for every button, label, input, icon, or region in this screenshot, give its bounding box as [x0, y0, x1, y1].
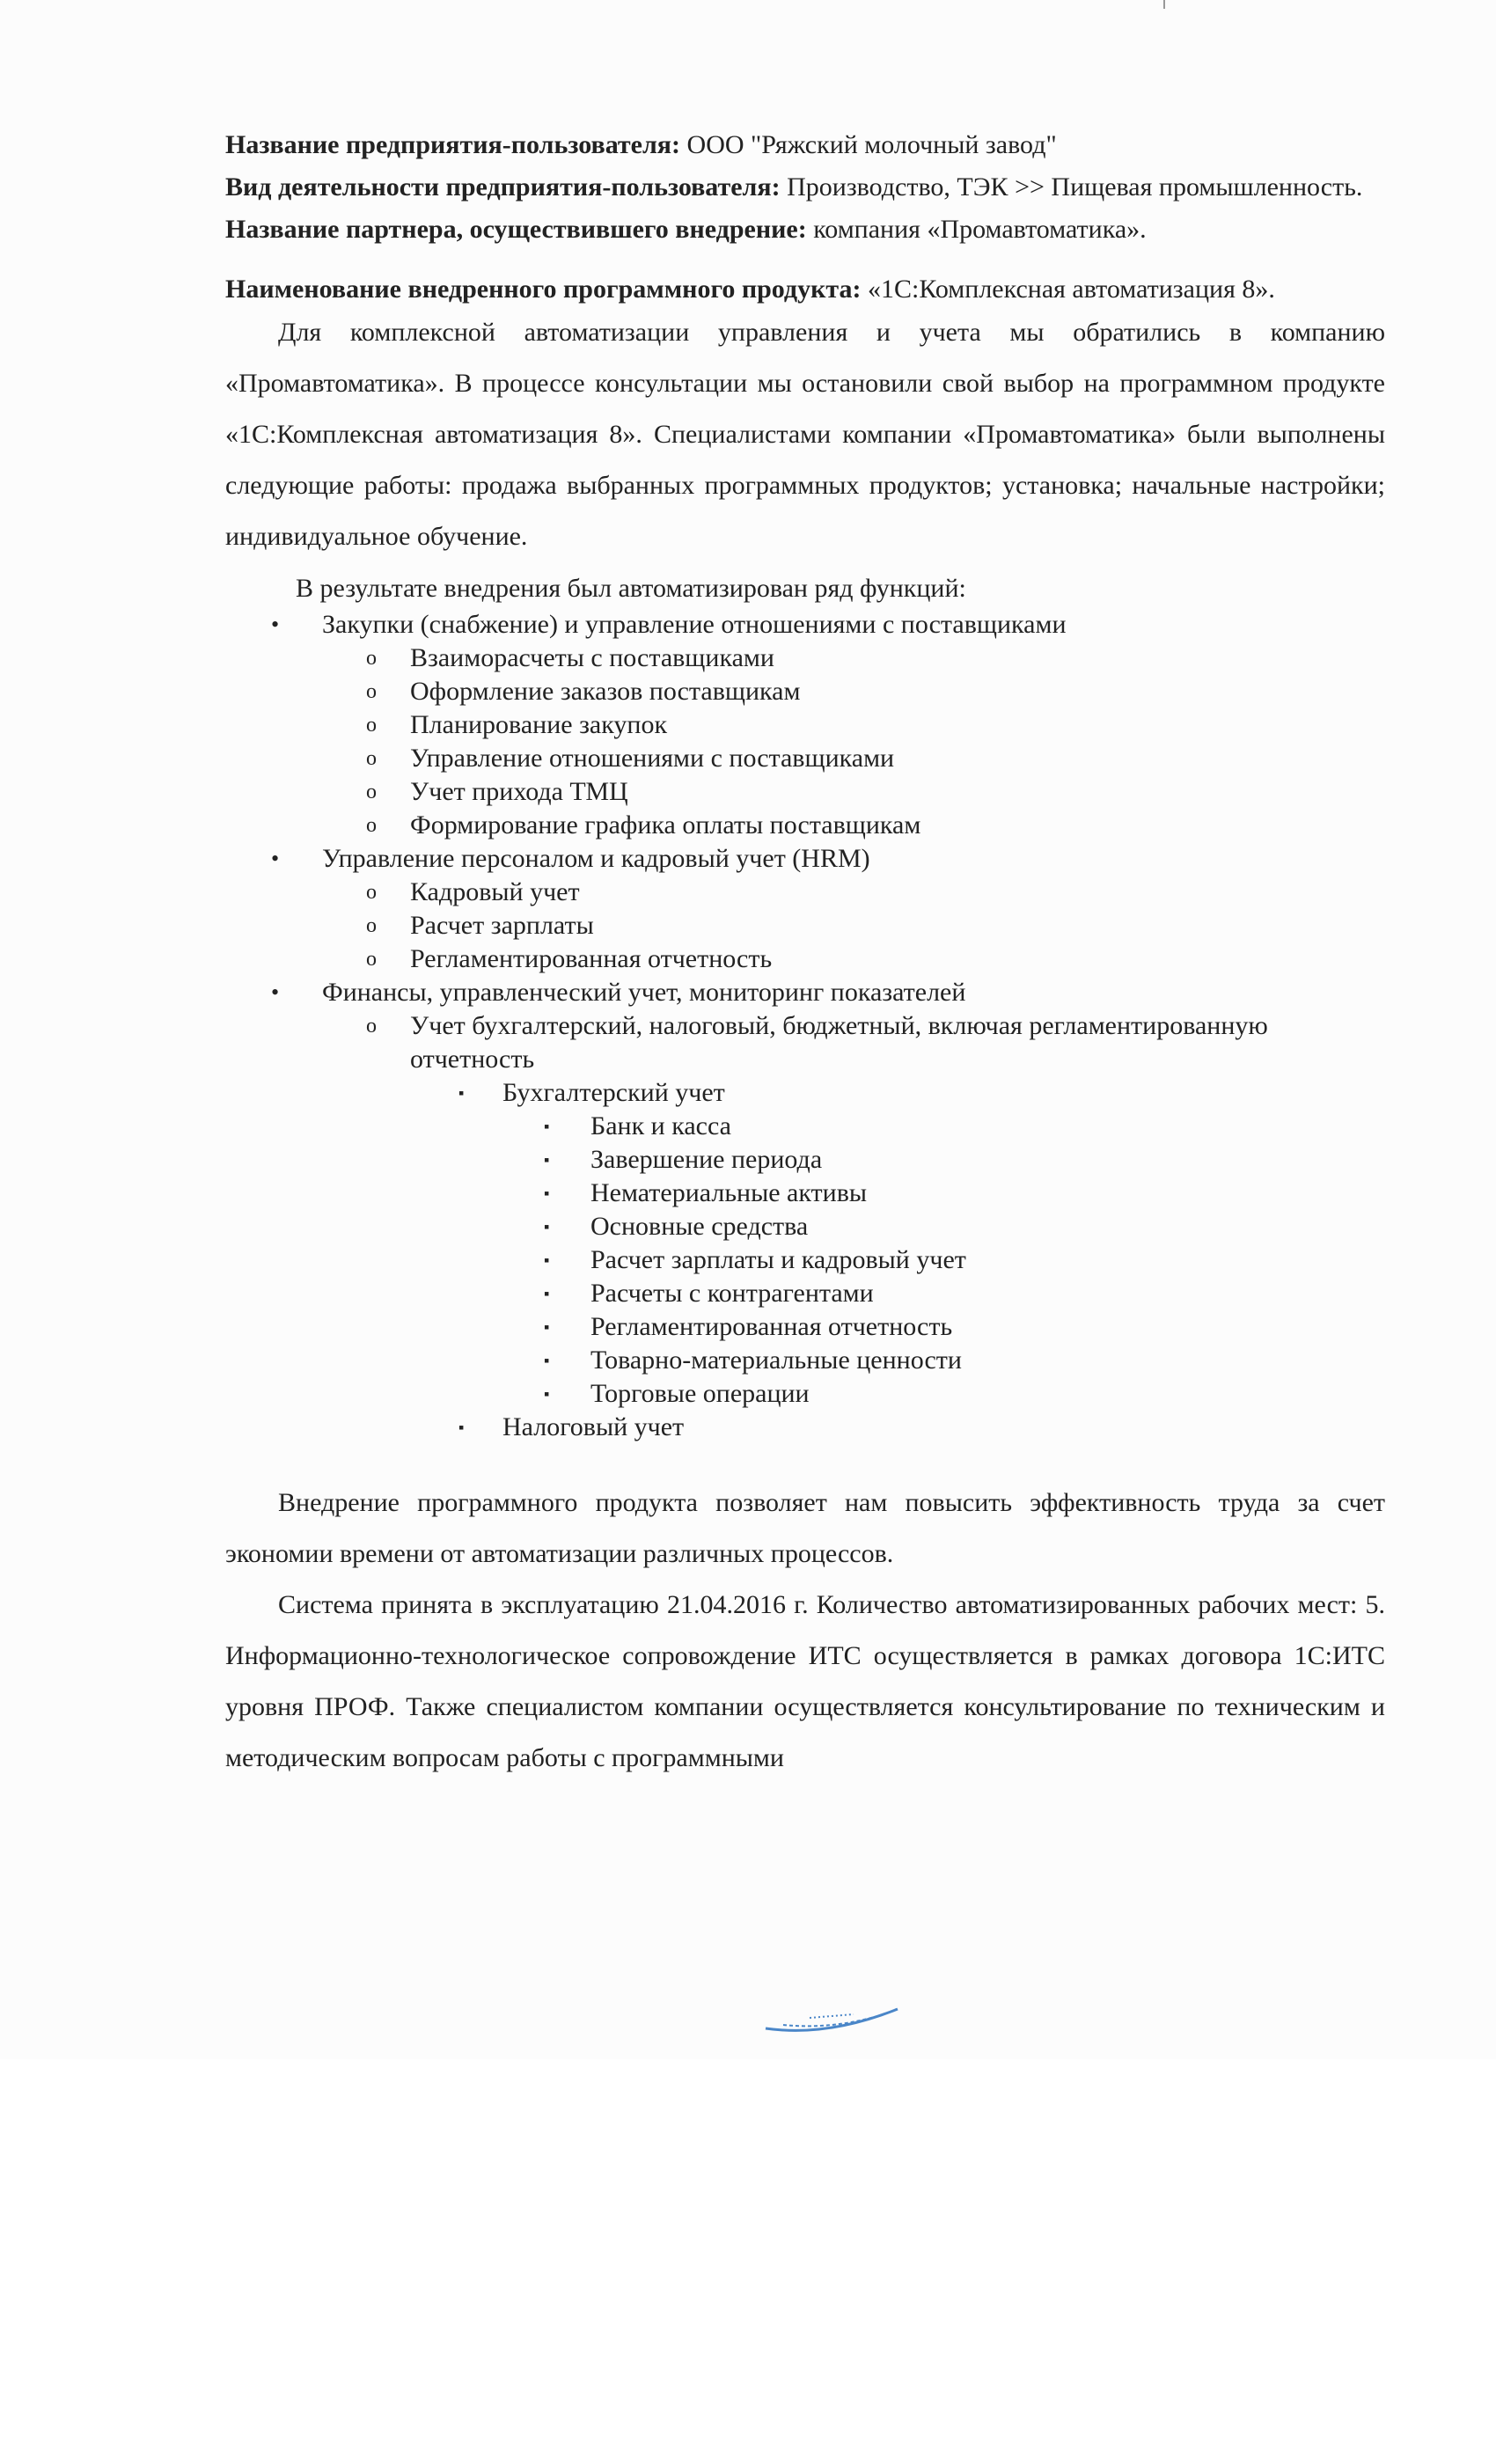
bookkeeping-title: Бухгалтерский учет — [502, 1078, 725, 1107]
partner-label: Название партнера, осуществившего внедрение: — [225, 215, 807, 244]
list-item: o Расчет зарплаты — [225, 909, 1385, 942]
list-item: ▪ Товарно-материальные ценности — [225, 1344, 1385, 1377]
scan-mark — [1163, 0, 1165, 9]
list-item: o Регламентированная отчетность — [225, 942, 1385, 976]
paragraph-efficiency: Внедрение программного продукта позволяет нам повысить эффективность труда за счет экономии времени от автоматизации различных процессов. — [225, 1488, 1385, 1568]
product-label: Наименование внедренного программного продукта: — [225, 275, 862, 304]
enterprise-value: ООО "Ряжский молочный завод" — [680, 130, 1057, 159]
hr-sublist — [322, 876, 1385, 976]
list-item: ▪ Налоговый учет — [225, 1411, 1385, 1444]
activity-field — [225, 170, 1385, 205]
paragraph-operation: Система принята в эксплуатацию 21.04.2016 г. Количество автоматизированных рабочих мест: 5. Информационно-технологическое сопровождение ИТС осуществляется в рамках договора 1С:ИТС уровня ПРОФ. Также специалистом компании осуществляется консультирование по техническим и методическим вопросам работы с программными — [225, 1590, 1385, 1772]
list-item: ▪ Расчет зарплаты и кадровый учет — [225, 1243, 1385, 1277]
stamp-mark-icon — [757, 2002, 906, 2037]
list-item — [225, 976, 1385, 1444]
list-item: ▪ Регламентированная отчетность — [225, 1310, 1385, 1344]
enterprise-label: Название предприятия-пользователя: — [225, 130, 681, 159]
bookkeeping-sublist — [502, 1110, 1385, 1411]
list-item — [225, 842, 1385, 976]
list-item: ▪ Нематериальные активы — [225, 1177, 1385, 1210]
procurement-title: Закупки (снабжение) и управление отношениями с поставщиками — [322, 610, 1067, 639]
list-item — [225, 608, 1385, 842]
document-body — [225, 128, 1385, 1784]
list-item: ▪ Торговые операции — [225, 1377, 1385, 1411]
activity-label: Вид деятельности предприятия-пользователя: — [225, 172, 781, 202]
list-item: ▪ Банк и касса — [225, 1110, 1385, 1143]
enterprise-field — [225, 128, 1385, 163]
partner-value: компания «Промавтоматика». — [806, 215, 1147, 244]
product-value: «1С:Комплексная автоматизация 8». — [861, 275, 1275, 304]
finance-title: Финансы, управленческий учет, мониторинг показателей — [322, 978, 966, 1007]
list-item: ▪ Основные средства — [225, 1210, 1385, 1243]
accounting-sublist — [410, 1076, 1385, 1444]
list-item: o Учет прихода ТМЦ — [225, 775, 1385, 809]
hr-title: Управление персоналом и кадровый учет (HRM) — [322, 844, 870, 873]
activity-value: Производство, ТЭК >> Пищевая промышленность. — [780, 172, 1363, 202]
product-field — [225, 272, 1385, 307]
list-item: o Взаиморасчеты с поставщиками — [225, 642, 1385, 675]
list-item: o Формирование графика оплаты поставщикам — [225, 809, 1385, 842]
list-item: o Оформление заказов поставщикам — [225, 675, 1385, 708]
list-item: ▪ Завершение периода — [225, 1143, 1385, 1177]
finance-sublist — [322, 1009, 1385, 1444]
list-item: ▪ Расчеты с контрагентами — [225, 1277, 1385, 1310]
list-item: o Кадровый учет — [225, 876, 1385, 909]
functions-list — [225, 608, 1385, 1444]
procurement-sublist — [322, 642, 1385, 842]
list-item — [225, 1009, 1385, 1444]
partner-field — [225, 212, 1385, 247]
list-item: o Планирование закупок — [225, 708, 1385, 742]
list-item — [225, 1076, 1385, 1411]
paragraph-intro: Для комплексной автоматизации управления и учета мы обратились в компанию «Промавтоматика». В процессе консультации мы остановили свой выбор на программном продукте «1С:Комплексная автоматизация 8». Специалистами компании «Промавтоматика» были выполнены следующие работы: продажа выбранных программных продуктов; установка; начальные настройки; индивидуальное обучение. — [225, 318, 1385, 551]
functions-intro: В результате внедрения был автоматизирован ряд функций: — [296, 574, 966, 603]
accounting-title: Учет бухгалтерский, налоговый, бюджетный, включая регламентированную отчетность — [410, 1011, 1268, 1074]
list-item: o Управление отношениями с поставщиками — [225, 742, 1385, 775]
